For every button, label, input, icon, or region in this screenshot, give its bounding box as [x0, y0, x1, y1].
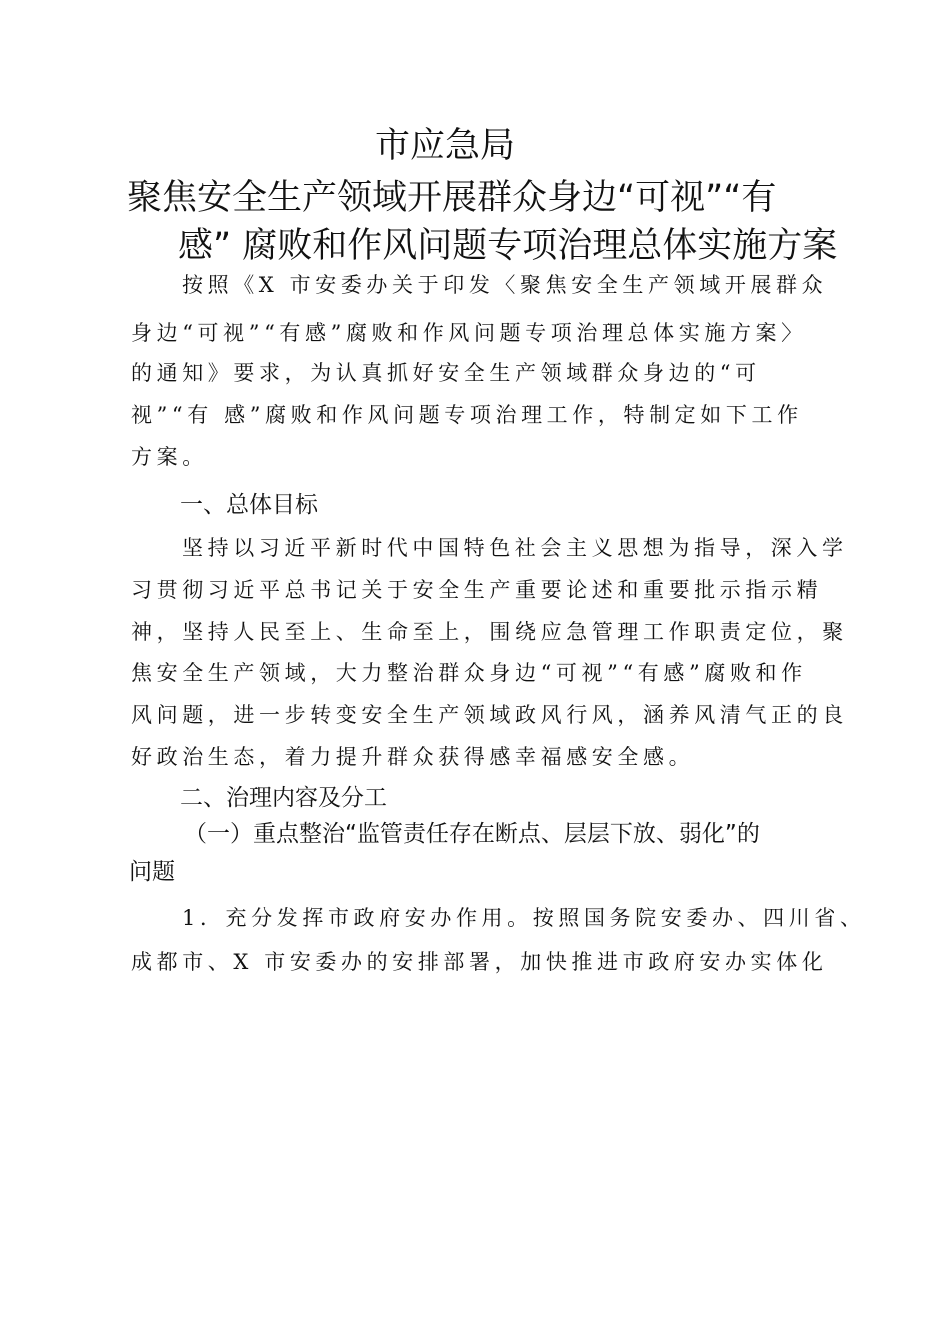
intro-line: 视”“有 感”腐败和作风问题专项治理工作，特制定如下工作: [131, 403, 803, 427]
section1-line: 焦安全生产领域，大力整治群众身边“可视”“有感”腐败和作: [131, 661, 807, 685]
intro-line: 按照《X 市安委办关于印发〈聚焦安全生产领域开展群众: [182, 273, 828, 297]
document-title-line-1: 聚焦安全生产领域开展群众身边“可视”“有: [127, 178, 777, 218]
subsection-heading-line-2: 问题: [129, 859, 175, 885]
intro-line: 身边“可视”“有感”腐败和作风问题专项治理总体实施方案〉: [131, 321, 807, 345]
section-heading-governance-content: 二、治理内容及分工: [180, 785, 387, 811]
item1-line: 1．充分发挥市政府安办作用。按照国务院安委办、四川省、: [182, 906, 866, 930]
section1-line: 习贯彻习近平总书记关于安全生产重要论述和重要批示指示精: [131, 578, 823, 602]
intro-line: 的通知》要求，为认真抓好安全生产领域群众身边的“可: [131, 361, 761, 385]
section1-line: 风问题，进一步转变安全生产领域政风行风，涵养风清气正的良: [131, 703, 848, 727]
document-title-line-2: 感” 腐败和作风问题专项治理总体实施方案: [178, 226, 838, 266]
subsection-heading-line-1: （一）重点整治“监管责任存在断点、层层下放、弱化”的: [184, 821, 760, 847]
intro-line: 方案。: [131, 445, 208, 469]
section1-line: 神，坚持人民至上、生命至上，围绕应急管理工作职责定位，聚: [131, 620, 848, 644]
document-title-organization: 市应急局: [374, 126, 515, 166]
section1-line: 坚持以习近平新时代中国特色社会主义思想为指导，深入学: [182, 536, 848, 560]
section-heading-overall-goal: 一、总体目标: [180, 492, 318, 518]
item1-line: 成都市、X 市安委办的安排部署，加快推进市政府安办实体化: [131, 950, 828, 974]
section1-line: 好政治生态，着力提升群众获得感幸福感安全感。: [131, 745, 695, 769]
